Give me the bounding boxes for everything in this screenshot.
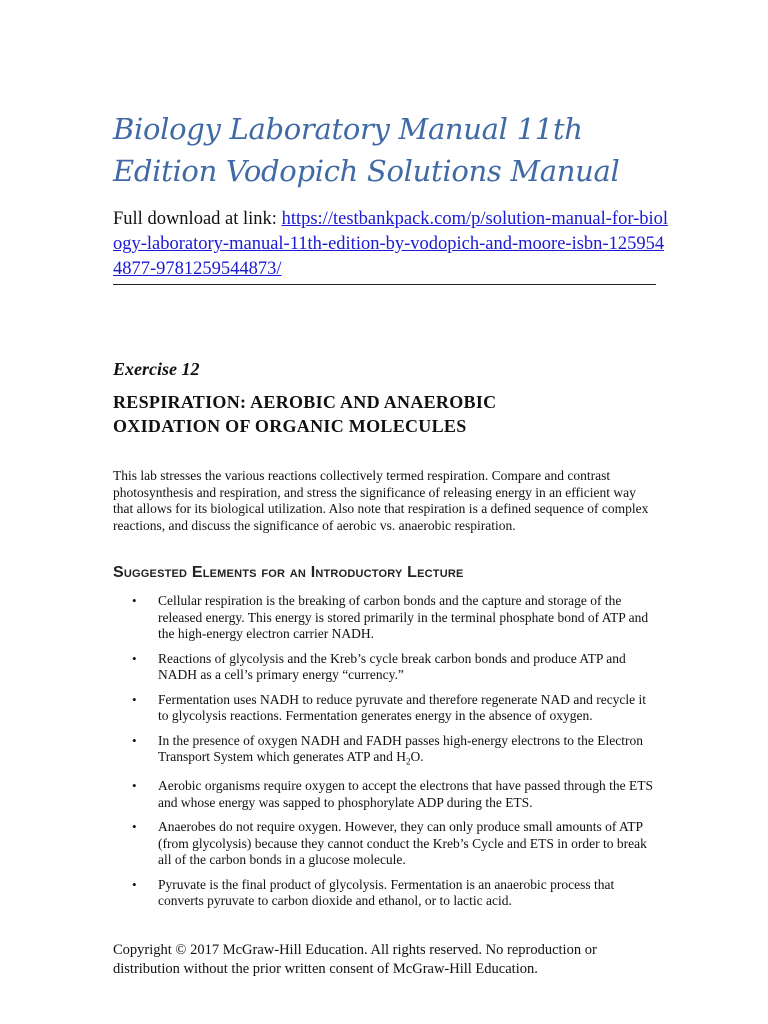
exercise-label: Exercise 12 xyxy=(113,359,200,379)
lecture-bullet-list xyxy=(113,593,658,918)
bullet-icon: • xyxy=(132,876,137,892)
section-title-line-2: OXIDATION OF ORGANIC MOLECULES xyxy=(113,416,467,436)
download-prefix: Full download at link: xyxy=(113,209,282,229)
list-item: • In the presence of oxygen NADH and FADH passes high-energy electrons to the Electron Transport System which generates ATP and $H_2O$. xyxy=(132,732,643,767)
document-title: Biology Laboratory Manual 11th Edition Vodopich Solutions Manual xyxy=(113,112,620,188)
intro-paragraph: This lab stresses the various reactions collectively termed respiration. Compare and contrast photosynthesis and respiration, and stress the significance of releasing energy in an efficient way that allows for its biological utilization. Also note that respiration is a defined sequence of complex reactions, and discuss the significance of aerobic vs. anaerobic respiration. xyxy=(113,468,649,533)
bullet-icon: • xyxy=(132,691,137,707)
subheading-text: Suggested Elements for an Introductory Lecture xyxy=(113,564,464,581)
list-item: • Pyruvate is the final product of glycolysis. Fermentation is an anaerobic process that converts pyruvate to carbon dioxide and ethanol, or to lactic acid. xyxy=(132,876,615,909)
bullet-icon: • xyxy=(132,732,137,748)
bullet-icon: • xyxy=(132,778,137,794)
download-link[interactable]: https://testbankpack.com/p/solution-manual-for-biology-laboratory-manual-11th-edition-by-vodopich-and-moore-isbn-1259544877-9781259544873/ xyxy=(113,209,669,279)
bullet-icon: • xyxy=(132,593,137,608)
copyright-notice: Copyright © 2017 McGraw-Hill Education. All rights reserved. No reproduction or distribution without the prior written consent of McGraw-Hill Education. xyxy=(113,942,597,977)
lecture-subheading xyxy=(113,564,464,582)
list-item: • Anaerobes do not require oxygen. However, they can only produce small amounts of ATP (from glycolysis) because they cannot conduct the Kreb’s Cycle and ETS in order to break all of the carbon bonds in a glucose molecule. xyxy=(132,819,647,868)
bullet-icon: • xyxy=(132,650,137,666)
subscript: 2 xyxy=(405,756,411,767)
list-item: • Aerobic organisms require oxygen to accept the electrons that have passed through the ETS and whose energy was sapped to phosphorylate ADP during the ETS. xyxy=(132,778,653,810)
section-title-line-1: RESPIRATION: AEROBIC AND ANAEROBIC xyxy=(113,392,497,412)
bullet-icon: • xyxy=(132,819,137,835)
list-item: • Reactions of glycolysis and the Kreb’s cycle break carbon bonds and produce ATP and NADH as a cell’s primary energy “currency.” xyxy=(132,650,626,682)
horizontal-divider xyxy=(113,284,656,285)
download-line xyxy=(113,207,673,282)
section-title xyxy=(113,390,673,438)
list-item: • Fermentation uses NADH to reduce pyruvate and therefore regenerate NAD and recycle it to glycolysis reactions. Fermentation generates energy in the absence of oxygen. xyxy=(132,691,647,723)
list-item: • Cellular respiration is the breaking of carbon bonds and the capture and storage of the released energy. This energy is stored primarily in the terminal phosphate bond of ATP and the high-energy electron carrier NADH. xyxy=(132,593,649,641)
